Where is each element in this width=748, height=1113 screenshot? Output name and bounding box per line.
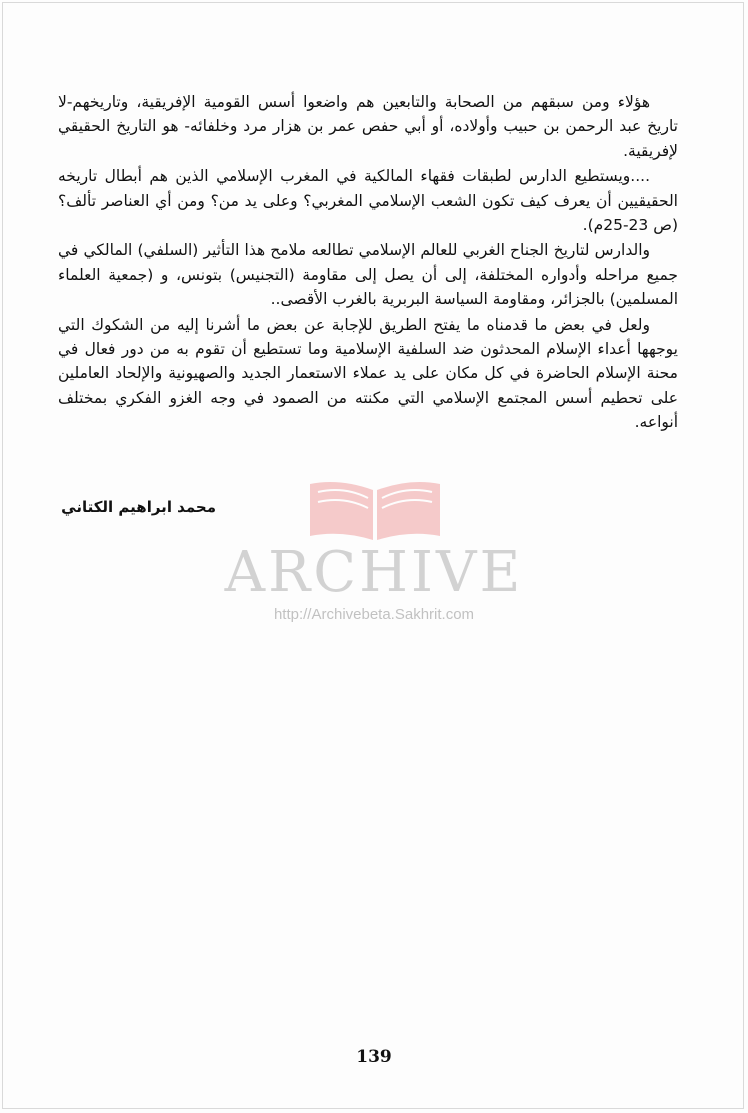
paragraph-4: ولعل في بعض ما قدمناه ما يفتح الطريق للإجابة عن بعض ما أشرنا إليه من الشكوك التي يوجهها أعداء الإسلام المحدثون ضد السلفية الإسلامية وما تستطيع أن تقوم به من دور فعال في محنة الإسلام الحاضرة في كل مكان على يد عملاء الاستعمار الجديد والصهيونية والإلحاد العاملين على تحطيم أسس المجتمع الإسلامي التي مكنته من الصمود في وجه الغزو الفكري بمختلف أنواعه. xyxy=(58,315,678,432)
paragraph-3: والدارس لتاريخ الجناح الغربي للعالم الإسلامي تطالعه ملامح هذا التأثير (السلفي) المالكي في جميع مراحله وأدواره المختلفة، إلى أن يصل إلى مقاومة (التجنيس) بتونس، و (جمعية العلماء المسلمين) بالجزائر، ومقاومة السياسة البربرية بالغرب الأقصى.. xyxy=(58,241,678,309)
watermark-title: ARCHIVE xyxy=(224,540,524,605)
paragraph-1: هؤلاء ومن سبقهم من الصحابة والتابعين هم واضعوا أسس القومية الإفريقية، وتاريخهم-لا تاريخ عبد الرحمن بن حبيب وأولاده، أو أبي حفص عمر بن هزار مرد وخلفائه- هو التاريخ الحقيقي لإفريقية. xyxy=(58,93,678,160)
paragraph-2: ....ويستطيع الدارس لطبقات فقهاء المالكية في المغرب الإسلامي الذين هم أبطال تاريخه الحقيقيين أن يعرف كيف تكون الشعب الإسلامي المغربي؟ وعلى يد من؟ ومن أي العناصر تألف؟ (ص 23-25م). xyxy=(58,167,678,235)
page-number: 139 xyxy=(356,1047,392,1067)
watermark-url: http://Archivebeta.Sakhrit.com xyxy=(273,606,475,623)
open-book-logo xyxy=(300,474,450,544)
author-signature: محمد ابراهيم الكتاني xyxy=(61,498,216,516)
article-body xyxy=(58,90,678,435)
